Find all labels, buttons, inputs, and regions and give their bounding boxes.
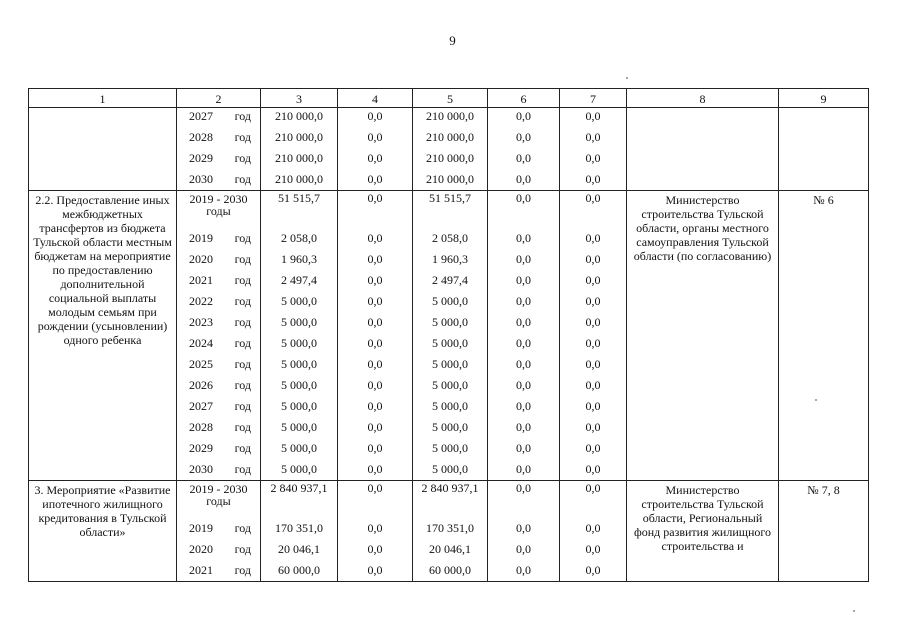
year-value-amount: 2 497,4: [281, 273, 317, 287]
year-value-amount: 210 000,0: [275, 109, 323, 123]
year-value-amount: 0,0: [516, 462, 531, 476]
value-cell-c6: [488, 191, 560, 481]
year-value-amount: 0,0: [367, 336, 383, 350]
year-value-amount: 0,0: [516, 336, 531, 350]
year-value-amount: 5 000,0: [281, 462, 317, 476]
measure-name: 2.2. Предоставление иных межбюджетных трансфертов из бюджета Тульской области местным бюджетам на мероприятие по предоставлению дополнительной социальной выплаты молодым семьям при рождении (усыновлении) одного ребенка: [33, 193, 172, 347]
year-value-amount: 5 000,0: [281, 315, 317, 329]
header-row: [29, 89, 869, 108]
page-number: 9: [449, 33, 456, 48]
year-value-amount: 0,0: [516, 315, 531, 329]
period-cell: [177, 108, 261, 191]
year-value-amount: 0,0: [585, 521, 601, 535]
year-line: [177, 539, 260, 560]
year-value-amount: 0,0: [585, 273, 601, 287]
measure-name-cell: [29, 108, 177, 191]
year-value-amount: 0,0: [585, 357, 601, 371]
year-line: [177, 108, 260, 127]
year-value-amount: 0,0: [516, 151, 531, 165]
executor-text: [627, 108, 778, 110]
year-value: 2027: [189, 109, 213, 123]
value-cell-c6: [488, 481, 560, 582]
year-value-amount: 0,0: [516, 521, 531, 535]
year-value-amount: 5 000,0: [281, 399, 317, 413]
year-value-amount: 0,0: [585, 294, 601, 308]
year-suffix: год: [234, 462, 251, 476]
year-line: [177, 228, 260, 249]
year-value-amount: 5 000,0: [281, 378, 317, 392]
year-value-amount: 0,0: [585, 542, 601, 556]
reference-cell: [779, 191, 869, 481]
year-value: 2023: [189, 315, 213, 329]
total-value: 2 840 937,1: [270, 481, 328, 495]
year-value: 2028: [189, 420, 213, 434]
period-total: [177, 481, 260, 518]
scan-speck: [626, 77, 628, 79]
year-value-amount: 0,0: [367, 441, 383, 455]
year-line: [177, 396, 260, 417]
year-value-amount: 210 000,0: [426, 130, 474, 144]
year-value-amount: 210 000,0: [275, 130, 323, 144]
total-value: 0,0: [367, 481, 383, 495]
year-value-amount: 0,0: [585, 231, 601, 245]
year-value-amount: 0,0: [516, 542, 531, 556]
year-value-amount: 0,0: [585, 336, 601, 350]
year-value-amount: 210 000,0: [275, 151, 323, 165]
year-value: 2027: [189, 399, 213, 413]
total-value: 0,0: [516, 191, 531, 205]
year-value-amount: 0,0: [585, 441, 601, 455]
year-value-amount: 5 000,0: [432, 462, 468, 476]
period-range: 2019 - 2030: [189, 192, 248, 206]
year-value-amount: 0,0: [516, 231, 531, 245]
year-value-amount: 0,0: [367, 294, 383, 308]
year-value-amount: 0,0: [516, 252, 531, 266]
year-suffix: год: [234, 109, 251, 123]
year-value-amount: 0,0: [367, 521, 383, 535]
year-value-amount: 0,0: [367, 130, 383, 144]
measure-name: [29, 108, 176, 110]
year-value-amount: 5 000,0: [281, 441, 317, 455]
year-value: 2021: [189, 563, 213, 577]
year-value-amount: 0,0: [585, 420, 601, 434]
year-suffix: год: [234, 378, 251, 392]
year-value-amount: 170 351,0: [275, 521, 323, 535]
period-total: [177, 191, 260, 228]
year-line: [177, 270, 260, 291]
year-suffix: год: [234, 273, 251, 287]
year-value-amount: 0,0: [516, 294, 531, 308]
year-value: 2024: [189, 336, 213, 350]
year-value-amount: 5 000,0: [281, 336, 317, 350]
period-cell: [177, 481, 261, 582]
column-header: 2: [177, 89, 261, 108]
year-value-amount: 0,0: [367, 252, 383, 266]
year-line: [177, 417, 260, 438]
executor-text: Министерство строительства Тульской области, Региональный фонд развития жилищного строительства и: [633, 483, 772, 553]
year-value-amount: 0,0: [367, 462, 383, 476]
year-line: [177, 354, 260, 375]
value-cell-c4: [338, 108, 413, 191]
reference-text: [779, 108, 868, 110]
total-value: 0,0: [516, 481, 531, 495]
reference-text: № 6: [813, 193, 834, 207]
year-value-amount: 0,0: [367, 378, 383, 392]
total-value: 2 840 937,1: [421, 481, 479, 495]
year-value-amount: 1 960,3: [432, 252, 468, 266]
year-line: [177, 333, 260, 354]
year-value-amount: 2 058,0: [432, 231, 468, 245]
year-value-amount: 0,0: [516, 563, 531, 577]
executor-cell: [627, 481, 779, 582]
year-suffix: год: [234, 563, 251, 577]
executor-cell: [627, 108, 779, 191]
year-value-amount: 5 000,0: [432, 420, 468, 434]
period-cell: [177, 191, 261, 481]
year-value-amount: 0,0: [585, 399, 601, 413]
measure-name-cell: [29, 191, 177, 481]
year-value: 2025: [189, 357, 213, 371]
year-value-amount: 0,0: [516, 420, 531, 434]
year-line: [177, 518, 260, 539]
year-line: [177, 249, 260, 270]
year-line: [177, 127, 260, 148]
column-header: 1: [29, 89, 177, 108]
year-value-amount: 0,0: [585, 130, 601, 144]
year-value-amount: 5 000,0: [432, 315, 468, 329]
column-header: 3: [261, 89, 338, 108]
year-value-amount: 0,0: [516, 172, 531, 186]
year-value-amount: 5 000,0: [432, 441, 468, 455]
year-value-amount: 0,0: [585, 172, 601, 186]
year-line: [177, 312, 260, 333]
year-suffix: год: [234, 130, 251, 144]
column-header: 4: [338, 89, 413, 108]
value-cell-c3: [261, 108, 338, 191]
year-value-amount: 20 046,1: [429, 542, 471, 556]
executor-text: Министерство строительства Тульской области, органы местного самоуправления Тульской области (по согласованию): [633, 193, 772, 263]
year-value-amount: 210 000,0: [426, 172, 474, 186]
year-value-amount: 5 000,0: [432, 336, 468, 350]
year-value-amount: 210 000,0: [426, 151, 474, 165]
year-suffix: год: [234, 151, 251, 165]
year-value-amount: 0,0: [516, 399, 531, 413]
reference-cell: [779, 108, 869, 191]
year-value-amount: 5 000,0: [432, 378, 468, 392]
year-suffix: год: [234, 357, 251, 371]
year-value-amount: 0,0: [367, 172, 383, 186]
year-value-amount: 0,0: [367, 399, 383, 413]
year-value-amount: 0,0: [585, 462, 601, 476]
year-value-amount: 0,0: [585, 563, 601, 577]
year-line: [177, 438, 260, 459]
value-cell-c5: [413, 481, 488, 582]
year-value: 2028: [189, 130, 213, 144]
column-header: 7: [560, 89, 627, 108]
year-value-amount: 60 000,0: [429, 563, 471, 577]
year-value-amount: 0,0: [367, 315, 383, 329]
reference-text: № 7, 8: [807, 483, 840, 497]
year-value-amount: 5 000,0: [432, 294, 468, 308]
year-value: 2019: [189, 231, 213, 245]
year-value-amount: 210 000,0: [275, 172, 323, 186]
year-value-amount: 5 000,0: [432, 399, 468, 413]
measure-name-cell: [29, 481, 177, 582]
year-line: [177, 459, 260, 480]
financing-table: [28, 88, 869, 582]
year-suffix: год: [234, 542, 251, 556]
year-value-amount: 0,0: [585, 252, 601, 266]
total-value: 0,0: [585, 191, 601, 205]
period-suffix: годы: [206, 204, 231, 218]
year-suffix: год: [234, 420, 251, 434]
measure-name: 3. Мероприятие «Развитие ипотечного жилищного кредитования в Тульской области»: [34, 483, 171, 539]
year-value-amount: 5 000,0: [281, 420, 317, 434]
year-value-amount: 0,0: [367, 420, 383, 434]
scan-speck: [853, 610, 855, 612]
year-value-amount: 0,0: [367, 563, 383, 577]
total-value: 51 515,7: [278, 191, 320, 205]
year-value-amount: 0,0: [367, 273, 383, 287]
year-value-amount: 0,0: [367, 109, 383, 123]
total-value: 51 515,7: [429, 191, 471, 205]
year-value-amount: 170 351,0: [426, 521, 474, 535]
year-line: [177, 375, 260, 396]
column-header: 5: [413, 89, 488, 108]
value-cell-c3: [261, 191, 338, 481]
year-value-amount: 5 000,0: [281, 294, 317, 308]
period-range: 2019 - 2030: [189, 482, 248, 496]
value-cell-c6: [488, 108, 560, 191]
year-suffix: год: [234, 231, 251, 245]
year-value-amount: 0,0: [585, 378, 601, 392]
year-value: 2019: [189, 521, 213, 535]
column-header: 9: [779, 89, 869, 108]
year-value-amount: 0,0: [585, 109, 601, 123]
year-value: 2021: [189, 273, 213, 287]
year-value-amount: 5 000,0: [281, 357, 317, 371]
year-value-amount: 2 058,0: [281, 231, 317, 245]
year-suffix: год: [234, 315, 251, 329]
year-value-amount: 0,0: [516, 109, 531, 123]
year-suffix: год: [234, 336, 251, 350]
section-row: [29, 108, 869, 191]
section-row: [29, 191, 869, 481]
year-value: 2030: [189, 462, 213, 476]
year-value-amount: 0,0: [367, 151, 383, 165]
section-row: [29, 481, 869, 582]
year-value: 2020: [189, 542, 213, 556]
year-suffix: год: [234, 172, 251, 186]
year-value: 2029: [189, 151, 213, 165]
year-value-amount: 0,0: [516, 357, 531, 371]
year-value-amount: 0,0: [585, 151, 601, 165]
value-cell-c3: [261, 481, 338, 582]
value-cell-c5: [413, 191, 488, 481]
year-line: [177, 560, 260, 581]
year-line: [177, 148, 260, 169]
column-header: 8: [627, 89, 779, 108]
year-value-amount: 5 000,0: [432, 357, 468, 371]
year-line: [177, 169, 260, 190]
year-value-amount: 0,0: [367, 231, 383, 245]
year-value: 2030: [189, 172, 213, 186]
year-suffix: год: [234, 399, 251, 413]
year-line: [177, 291, 260, 312]
year-value-amount: 0,0: [367, 357, 383, 371]
year-value-amount: 20 046,1: [278, 542, 320, 556]
total-value: 0,0: [585, 481, 601, 495]
scan-speck: [815, 399, 817, 401]
value-cell-c7: [560, 481, 627, 582]
executor-cell: [627, 191, 779, 481]
year-value-amount: 0,0: [516, 130, 531, 144]
reference-cell: [779, 481, 869, 582]
year-value: 2029: [189, 441, 213, 455]
year-suffix: год: [234, 294, 251, 308]
year-value-amount: 60 000,0: [278, 563, 320, 577]
year-value-amount: 210 000,0: [426, 109, 474, 123]
total-value: 0,0: [367, 191, 383, 205]
year-value-amount: 2 497,4: [432, 273, 468, 287]
year-value-amount: 1 960,3: [281, 252, 317, 266]
year-value-amount: 0,0: [516, 378, 531, 392]
year-suffix: год: [234, 252, 251, 266]
value-cell-c4: [338, 191, 413, 481]
period-suffix: годы: [206, 494, 231, 508]
year-value: 2026: [189, 378, 213, 392]
value-cell-c7: [560, 108, 627, 191]
year-value-amount: 0,0: [367, 542, 383, 556]
value-cell-c5: [413, 108, 488, 191]
year-suffix: год: [234, 441, 251, 455]
value-cell-c7: [560, 191, 627, 481]
year-value-amount: 0,0: [585, 315, 601, 329]
year-value: 2020: [189, 252, 213, 266]
year-value: 2022: [189, 294, 213, 308]
column-header: 6: [488, 89, 560, 108]
year-value-amount: 0,0: [516, 441, 531, 455]
year-suffix: год: [234, 521, 251, 535]
year-value-amount: 0,0: [516, 273, 531, 287]
value-cell-c4: [338, 481, 413, 582]
